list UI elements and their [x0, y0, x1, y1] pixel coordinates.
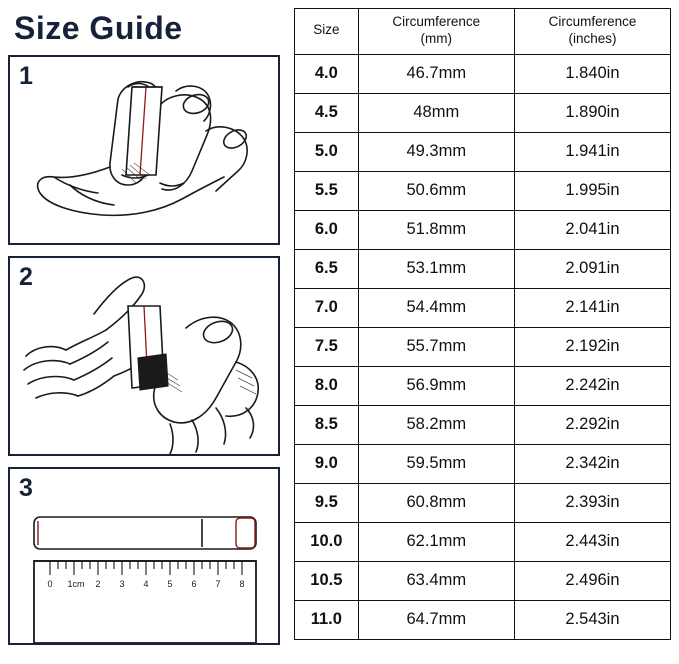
cell-size: 8.5	[295, 405, 359, 444]
cell-size: 6.5	[295, 249, 359, 288]
header-mm-line2: (mm)	[420, 30, 453, 46]
table-row	[295, 93, 671, 132]
svg-text:6: 6	[191, 579, 197, 589]
cell-size: 7.5	[295, 327, 359, 366]
table-row	[295, 483, 671, 522]
cell-inches: 1.890in	[514, 93, 670, 132]
table-row	[295, 132, 671, 171]
cell-mm: 53.1mm	[358, 249, 514, 288]
cell-mm: 64.7mm	[358, 600, 514, 639]
table-row	[295, 522, 671, 561]
cell-size: 7.0	[295, 288, 359, 327]
cell-size: 9.0	[295, 444, 359, 483]
cell-size: 10.0	[295, 522, 359, 561]
cell-inches: 2.192in	[514, 327, 670, 366]
svg-text:1cm: 1cm	[67, 579, 85, 589]
cell-inches: 2.443in	[514, 522, 670, 561]
cell-mm: 62.1mm	[358, 522, 514, 561]
cell-size: 4.5	[295, 93, 359, 132]
table-row	[295, 171, 671, 210]
header-mm-line1: Circumference	[392, 14, 481, 29]
header-size	[295, 9, 359, 55]
cell-inches: 1.995in	[514, 171, 670, 210]
step-1-number: 1	[19, 62, 33, 90]
cell-inches: 2.393in	[514, 483, 670, 522]
size-chart-table	[294, 8, 671, 640]
cell-mm: 50.6mm	[358, 171, 514, 210]
step-2-illustration	[8, 256, 280, 456]
cell-mm: 56.9mm	[358, 366, 514, 405]
step-2-number: 2	[19, 263, 33, 291]
header-circumference-mm	[358, 9, 514, 55]
cell-mm: 49.3mm	[358, 132, 514, 171]
cell-inches: 1.941in	[514, 132, 670, 171]
table-row	[295, 288, 671, 327]
header-size-label: Size	[313, 22, 340, 38]
cell-size: 5.0	[295, 132, 359, 171]
header-circumference-inches	[514, 9, 670, 55]
table-row	[295, 444, 671, 483]
cell-inches: 2.292in	[514, 405, 670, 444]
cell-mm: 60.8mm	[358, 483, 514, 522]
cell-mm: 46.7mm	[358, 54, 514, 93]
cell-mm: 63.4mm	[358, 561, 514, 600]
size-chart-container	[294, 6, 671, 658]
cell-inches: 2.342in	[514, 444, 670, 483]
svg-text:4: 4	[143, 579, 149, 589]
cell-inches: 2.543in	[514, 600, 670, 639]
cell-inches: 2.496in	[514, 561, 670, 600]
svg-text:0: 0	[47, 579, 53, 589]
header-in-line1: Circumference	[548, 14, 637, 29]
table-row	[295, 54, 671, 93]
table-row	[295, 210, 671, 249]
cell-mm: 58.2mm	[358, 405, 514, 444]
cell-mm: 51.8mm	[358, 210, 514, 249]
table-header-row	[295, 9, 671, 55]
cell-inches: 1.840in	[514, 54, 670, 93]
cell-mm: 59.5mm	[358, 444, 514, 483]
cell-size: 8.0	[295, 366, 359, 405]
illustration-column	[8, 6, 280, 658]
cell-inches: 2.242in	[514, 366, 670, 405]
size-chart-body	[295, 54, 671, 639]
cell-size: 11.0	[295, 600, 359, 639]
svg-text:8: 8	[239, 579, 245, 589]
cell-size: 4.0	[295, 54, 359, 93]
cell-inches: 2.091in	[514, 249, 670, 288]
svg-text:7: 7	[215, 579, 221, 589]
table-row	[295, 327, 671, 366]
cell-size: 5.5	[295, 171, 359, 210]
table-row	[295, 561, 671, 600]
svg-text:3: 3	[119, 579, 125, 589]
cell-size: 6.0	[295, 210, 359, 249]
svg-text:5: 5	[167, 579, 173, 589]
hand-with-paper-strip-icon	[10, 57, 278, 245]
two-hands-marking-strip-icon	[10, 258, 278, 456]
step-3-illustration	[8, 467, 280, 645]
header-in-line2: (inches)	[568, 30, 617, 46]
cell-mm: 55.7mm	[358, 327, 514, 366]
step-3-number: 3	[19, 474, 33, 502]
cell-size: 10.5	[295, 561, 359, 600]
svg-text:2: 2	[95, 579, 101, 589]
table-row	[295, 600, 671, 639]
cell-mm: 48mm	[358, 93, 514, 132]
table-row	[295, 366, 671, 405]
table-row	[295, 405, 671, 444]
page-title: Size Guide	[14, 10, 183, 46]
cell-mm: 54.4mm	[358, 288, 514, 327]
step-1-illustration	[8, 55, 280, 245]
cell-inches: 2.041in	[514, 210, 670, 249]
cell-size: 9.5	[295, 483, 359, 522]
ruler-measuring-strip-icon	[10, 469, 278, 645]
table-row	[295, 249, 671, 288]
cell-inches: 2.141in	[514, 288, 670, 327]
